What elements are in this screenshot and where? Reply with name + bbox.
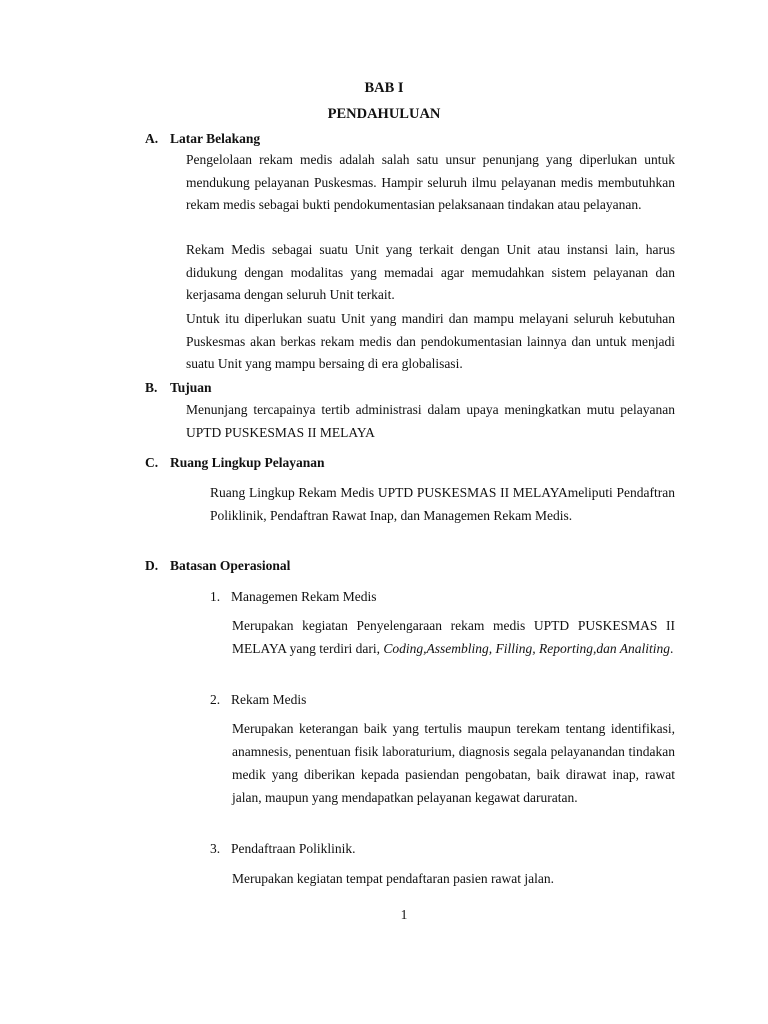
operational-item-2-text: Merupakan keterangan baik yang tertulis maupun terekam tentang identifikasi, anamnesis, penentuan fisik laboraturium, diagnosis segala pelayanandan tindakan medik yang diberikan kepada pasiendan pengobatan, baik dirawat inap, rawat jalan, maupun yang mendapatkan pelayanan kegawat daruratan. — [232, 721, 675, 805]
section-a-title: Latar Belakang — [170, 131, 261, 146]
section-b-title: Tujuan — [170, 380, 212, 395]
section-c-paragraph: Ruang Lingkup Rekam Medis UPTD PUSKESMAS II MELAYAmeliputi Pendaftran Poliklinik, Pendaftran Rawat Inap, dan Managemen Rekam Medis. — [210, 485, 675, 523]
section-a-paragraph-3: Untuk itu diperlukan suatu Unit yang mandiri dan mampu melayani seluruh kebutuhan Puskesmas akan berkas rekam medis dan pendokumentasian lainnya dan untuk menjadi suatu Unit yang mampu bersaing di era globalisasi. — [186, 311, 675, 371]
page-number: 1 — [400, 907, 408, 922]
section-a-paragraph-1: Pengelolaan rekam medis adalah salah satu unsur penunjang yang diperlukan untuk mendukung pelayanan Puskesmas. Hampir seluruh ilmu pelayanan medis membutuhkan rekam medis sebagai bukti pendokumentasian pelaksanaan tindakan atau pelayanan. — [186, 152, 675, 212]
section-b-letter: B. — [145, 380, 158, 395]
section-a-paragraph-2: Rekam Medis sebagai suatu Unit yang terkait dengan Unit atau instansi lain, harus didukung dengan modalitas yang memadai agar memudahkan sistem pelayanan dan kerjasama dengan seluruh Unit terkait. — [186, 242, 675, 302]
operational-item-3-text: Merupakan kegiatan tempat pendaftaran pasien rawat jalan. — [232, 871, 554, 886]
operational-item-3-heading — [210, 841, 355, 857]
operational-item-3-number: 3. — [210, 841, 221, 856]
section-b-paragraph: Menunjang tercapainya tertib administrasi dalam upaya meningkatkan mutu pelayanan UPTD PUSKESMAS II MELAYA — [186, 402, 675, 440]
operational-item-1-number: 1. — [210, 589, 221, 604]
operational-item-2-title: Rekam Medis — [231, 692, 307, 707]
operational-item-1-heading — [210, 589, 376, 605]
section-d-letter: D. — [145, 558, 159, 573]
operational-item-1-italic: Coding,Assembling, Filling, Reporting,dan Analiting — [383, 641, 670, 656]
operational-item-2-number: 2. — [210, 692, 221, 707]
chapter-title: PENDAHULUAN — [327, 106, 441, 122]
operational-item-1-title: Managemen Rekam Medis — [231, 589, 377, 604]
section-b-heading — [145, 380, 212, 396]
operational-item-1-tail: . — [669, 641, 674, 656]
operational-item-1-text — [232, 614, 675, 660]
section-c-title: Ruang Lingkup Pelayanan — [170, 455, 325, 470]
operational-item-3-title: Pendaftraan Poliklinik. — [231, 841, 356, 856]
section-a-letter: A. — [145, 131, 159, 146]
section-c-letter: C. — [145, 455, 159, 470]
operational-item-2-heading — [210, 692, 306, 708]
section-c-heading — [145, 455, 325, 471]
section-d-title: Batasan Operasional — [170, 558, 291, 573]
section-d-heading — [145, 558, 290, 574]
section-a-heading — [145, 131, 260, 147]
operational-item-1-body: Merupakan kegiatan Penyelengaraan rekam medis UPTD PUSKESMAS II MELAYA yang terdiri dari, — [232, 618, 675, 656]
chapter-heading: BAB I — [364, 80, 404, 96]
